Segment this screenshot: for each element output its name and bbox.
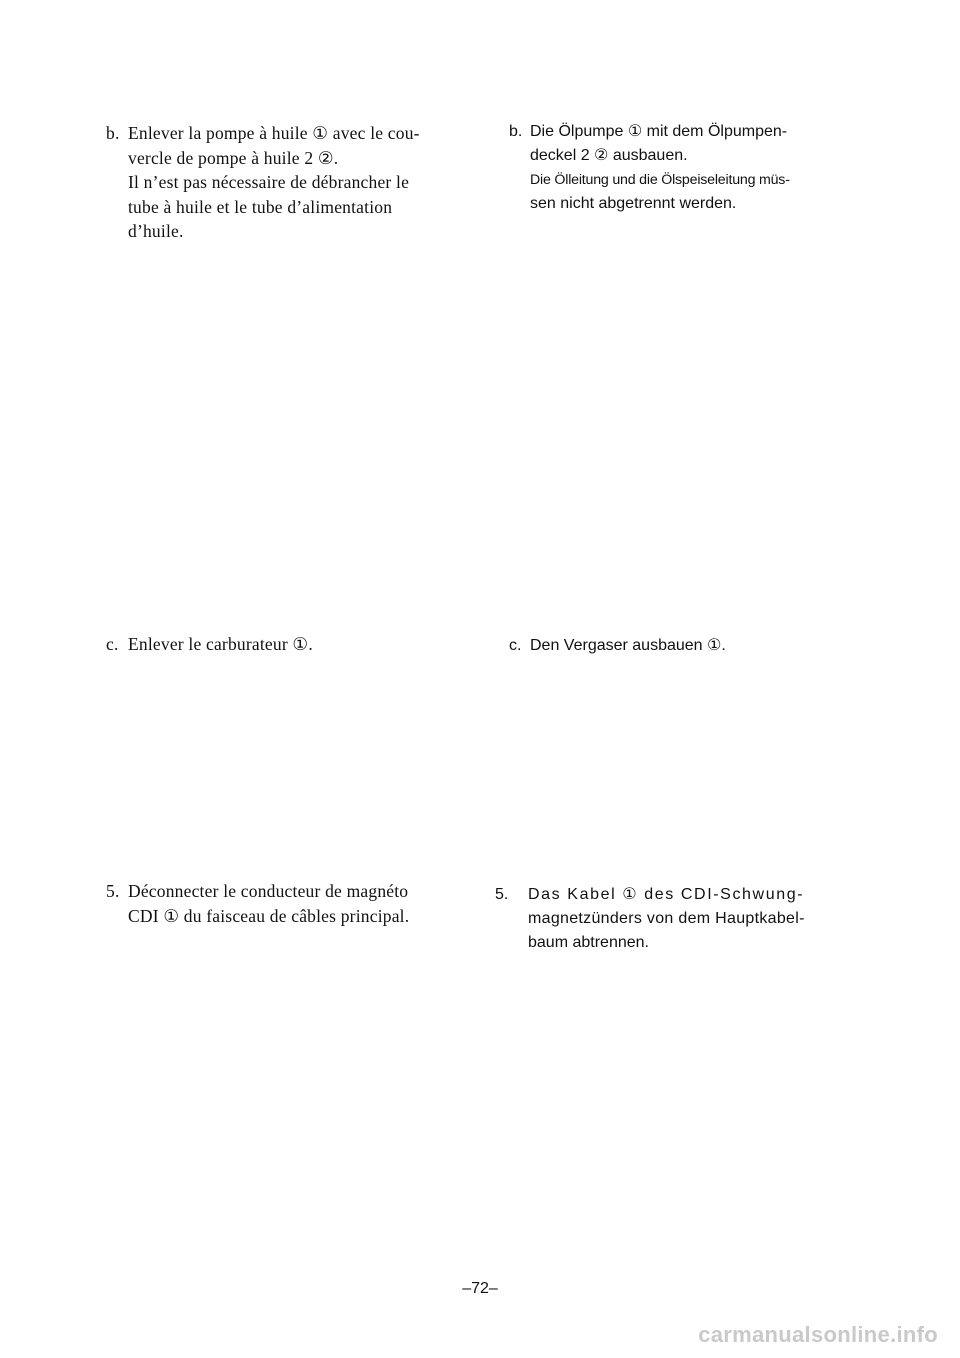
fr-step-5-text [106,879,409,928]
text-line: d’huile. [128,221,184,241]
text-line: Enlever le carburateur ①. [128,634,313,654]
page-number: –72– [462,1280,498,1297]
text-line: Il n’est pas nécessaire de débrancher le [128,172,410,192]
fr-step-5 [106,879,409,928]
de-step-b-text [509,120,790,216]
text-line: magnetzünders von dem Hauptkabel- [528,910,805,927]
fr-step-b-text [106,121,420,244]
text-line: baum abtrennen. [528,934,649,951]
fr-step-b [106,121,420,244]
de-step-c-text [509,634,726,658]
text-line: Die Ölpumpe ① mit dem Ölpumpen- [530,123,788,140]
step-label: c. [106,634,119,654]
de-step-5 [495,883,805,955]
text-line: tube à huile et le tube d’alimentation [128,196,393,217]
text-line: Enlever la pompe à huile ① avec le cou- [128,123,420,143]
text-line: vercle de pompe à huile 2 ②. [128,147,339,168]
text-line: CDI ① du faisceau de câbles principal. [128,905,410,926]
step-label: b. [509,123,523,140]
step-label: 5. [495,886,509,903]
fr-step-c [106,632,313,657]
text-line: Das Kabel ① des CDI-Schwung- [528,886,805,903]
watermark-logo: carmanualsonline.info [698,1322,938,1347]
text-line: Den Vergaser ausbauen ①. [530,637,726,654]
text-line: Die Ölleitung und die Ölspeiseleitung müs- [530,172,790,188]
step-label: c. [509,637,522,654]
step-label: b. [106,123,120,143]
de-step-5-text [495,883,805,955]
text-line: Déconnecter le conducteur de magnéto [128,881,409,901]
step-label: 5. [106,881,120,901]
fr-step-c-text [106,632,313,657]
text-line: sen nicht abgetrennt werden. [530,195,737,212]
de-step-b [509,120,790,216]
text-line: deckel 2 ② ausbauen. [530,147,688,164]
de-step-c [509,634,726,658]
